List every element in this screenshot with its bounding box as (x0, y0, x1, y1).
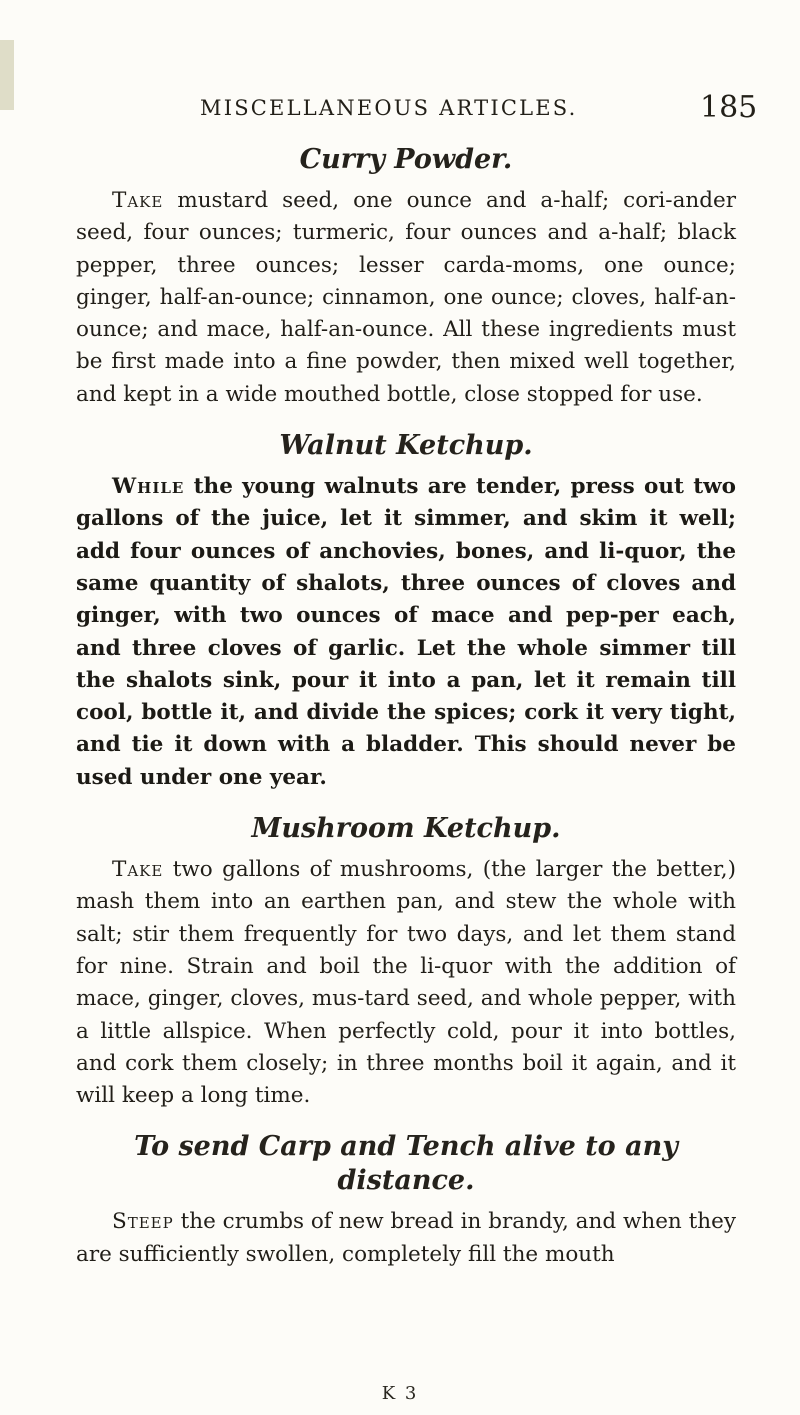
recipe-mushroom-ketchup (76, 812, 736, 1112)
recipe-body: mustard seed, one ounce and a-half; cori-ander seed, four ounces; turmeric, four ounces and a-half; black pepper, three ounces; lesser carda-moms, one ounce; ginger, half-an-ounce; cinnamon, one ounce; cloves, half-an-ounce; and mace, half-an-ounce. All these ingredients must be first made into a fine powder, then mixed well together, and kept in a wide mouthed bottle, close stopped for use. (76, 188, 736, 407)
recipe-curry-powder (76, 143, 736, 411)
recipe-text (76, 854, 736, 1112)
recipe-body: the crumbs of new bread in brandy, and when they are sufficiently swollen, completely fill the mouth (76, 1209, 736, 1267)
recipe-title: To send Carp and Tench alive to any distance. (134, 1131, 678, 1197)
recipe-text (76, 471, 736, 794)
recipe-text (76, 185, 736, 411)
page-header (0, 90, 800, 134)
running-head: MISCELLANEOUS ARTICLES. (200, 96, 578, 120)
recipe-body: the young walnuts are tender, press out two gallons of the juice, let it simmer, and skim it well; add four ounces of anchovies, bones, and li-quor, the same quantity of shalots, three ounces of cloves and ginger, with two ounces of mace and pep-per each, and three cloves of garlic. Let the whole simmer till the shalots sink, pour it into a pan, let it remain till cool, bottle it, and divide the spices; cork it very tight, and tie it down with a bladder. This should never be used under one year. (76, 474, 736, 790)
recipe-lead-word: While (112, 474, 185, 500)
recipe-carp-and-tench (76, 1130, 736, 1271)
page-content (76, 143, 736, 1271)
recipe-text (76, 1206, 736, 1271)
recipe-title: Curry Powder. (299, 144, 513, 175)
recipe-lead-word: Steep (112, 1209, 174, 1235)
recipe-lead-word: Take (112, 857, 164, 883)
recipe-title: Walnut Ketchup. (279, 430, 533, 462)
page-number: 185 (700, 90, 758, 125)
recipe-body: two gallons of mushrooms, (the larger the better,) mash them into an earthen pan, and stew the whole with salt; stir them frequently for two days, and let them stand for nine. Strain and boil the li-quor with the addition of mace, ginger, cloves, mus-tard seed, and whole pepper, with a little allspice. When perfectly cold, pour it into bottles, and cork them closely; in three months boil it again, and it will keep a long time. (76, 857, 736, 1109)
signature-mark: K 3 (381, 1383, 419, 1404)
recipe-title: Mushroom Ketchup. (251, 813, 561, 845)
recipe-lead-word: Take (112, 188, 164, 213)
recipe-walnut-ketchup (76, 429, 736, 794)
